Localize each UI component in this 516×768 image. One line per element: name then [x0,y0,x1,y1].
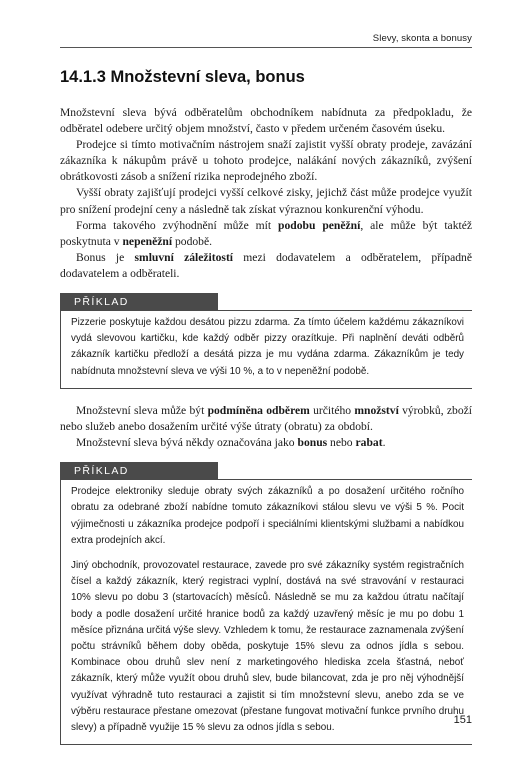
form-paragraph [60,218,472,250]
example-paragraph-2: Jiný obchodník, provozovatel restaurace, zavede pro své zákazníky systém registračních čísel a každý zákazník, který registraci vyplní, dostává na své stravování v restauraci 10% slevu po dobu 3 (startovacích) měsíců. Následně se mu za každou útratu načítají body a podle dosažení určité hranice bodů za každý uzavřený měsíc je mu po dobu 1 měsíce přiznána určitá výše slevy. Vzhledem k tomu, že restaurace zaznamenala zvýšení počtu strávníků během doby oběda, poskytuje 15% slevu za odnos jídla s sebou. Kombinace obou druhů slev není z marketingového hlediska zcela šťastná, neboť zákazník, který může využít obou druhů slev, bude bilancovat, zda je pro něj výhodnější využívat výhradně tuto restauraci a zajistit si tím množstevní slevu, anebo zda se ve výběru restaurace přestane omezovat (přestane fungovat motivační funkce prvního druhu slevy) a případně využije 15 % slevu za odnos jídla s sebou. [71,559,464,733]
example-box-1 [60,292,472,389]
condition-bold-1: podmíněna odběrem [207,403,310,417]
middle-section [60,403,472,451]
intro-paragraph-2: Prodejce si tímto motivačním nástrojem snaží zajistit vyšší obraty prodeje, zavázání zákazníka k nákupům právě u tohoto prodejce, nalákání nových zákazníků, zvýšení obrátkovosti zásob a snížení rizika neprodejného zboží. [60,138,472,184]
form-text-2: , ale může být taktéž poskytnuta v [60,218,473,248]
intro-paragraph-1: Množstevní sleva bývá odběratelům obchodníkem nabídnuta za předpokladu, že odběratel odebere určitý objem množství, často v předem určeném časovém úseku. [60,106,472,136]
section-title: 14.1.3 Množstevní sleva, bonus [60,68,305,86]
bonus-text-1: Bonus je [76,250,135,264]
page-number: 151 [453,714,472,726]
example-body [60,311,472,389]
condition-text-3: výrobků, zboží nebo služeb anebo dosažením určité výše útraty (obratu) za období. [60,403,472,433]
alias-text-3: . [382,436,386,450]
intro-section [60,105,472,282]
page-content [60,68,472,745]
running-head: Slevy, skonta a bonusy [60,33,472,48]
condition-text-1: Množstevní sleva může být [76,403,208,417]
form-bold-2: nepeněžní [122,234,173,248]
alias-bold-2: rabat [355,436,383,450]
condition-text-2: určitého [309,403,355,417]
bonus-bold: smluvní záležitostí [134,250,234,264]
alias-bold-1: bonus [297,436,328,450]
form-bold-1: podobu peněžní [278,218,361,232]
condition-paragraph [60,403,472,435]
example-text: Pizzerie poskytuje každou desátou pizzu zdarma. Za tímto účelem každému zákazníkovi vydá slevovou kartičku, kde každý odběr pizzy orazítkuje. Při naplnění deváti odběrů zákazník kartičku předloží a desátá pizza je mu vydána zdarma. Zákazníkům je tedy nabídnuta množstevní sleva ve výši 10 %, a to v nepeněžní podobě. [71,317,464,377]
intro-paragraph-3: Vyšší obraty zajišťují prodejci vyšší celkové zisky, jejichž část může prodejce využít pro snížení prodejní ceny a následně tak získat výraznou konkurenční výhodu. [60,186,472,216]
example-label: PŘÍKLAD [60,462,218,480]
alias-text-1: Množstevní sleva bývá někdy označována jako [76,436,298,450]
condition-bold-2: množství [354,403,399,417]
alias-text-2: nebo [327,436,356,450]
example-paragraph-1: Prodejce elektroniky sleduje obraty svých zákazníků a po dosažení určitého ročního obratu za odebrané zboží nabídne tomuto zákazníkovi stálou slevu ve výši 5 %. Pocit výjimečnosti u zákazníka prodejce podpoří i speciálními klientskými službami a nabídkou extra prodejních akcí. [71,486,464,546]
alias-paragraph [60,435,472,451]
example-body [60,480,472,745]
example-label: PŘÍKLAD [60,293,218,311]
example-box-2 [60,461,472,745]
form-text-1: Forma takového zvýhodnění může mít [76,218,279,232]
bonus-paragraph [60,250,472,282]
bonus-text-2: mezi dodavatelem a odběratelem, případně dodavatelem a odběrateli. [60,250,472,280]
form-text-3: podobě. [172,234,213,248]
